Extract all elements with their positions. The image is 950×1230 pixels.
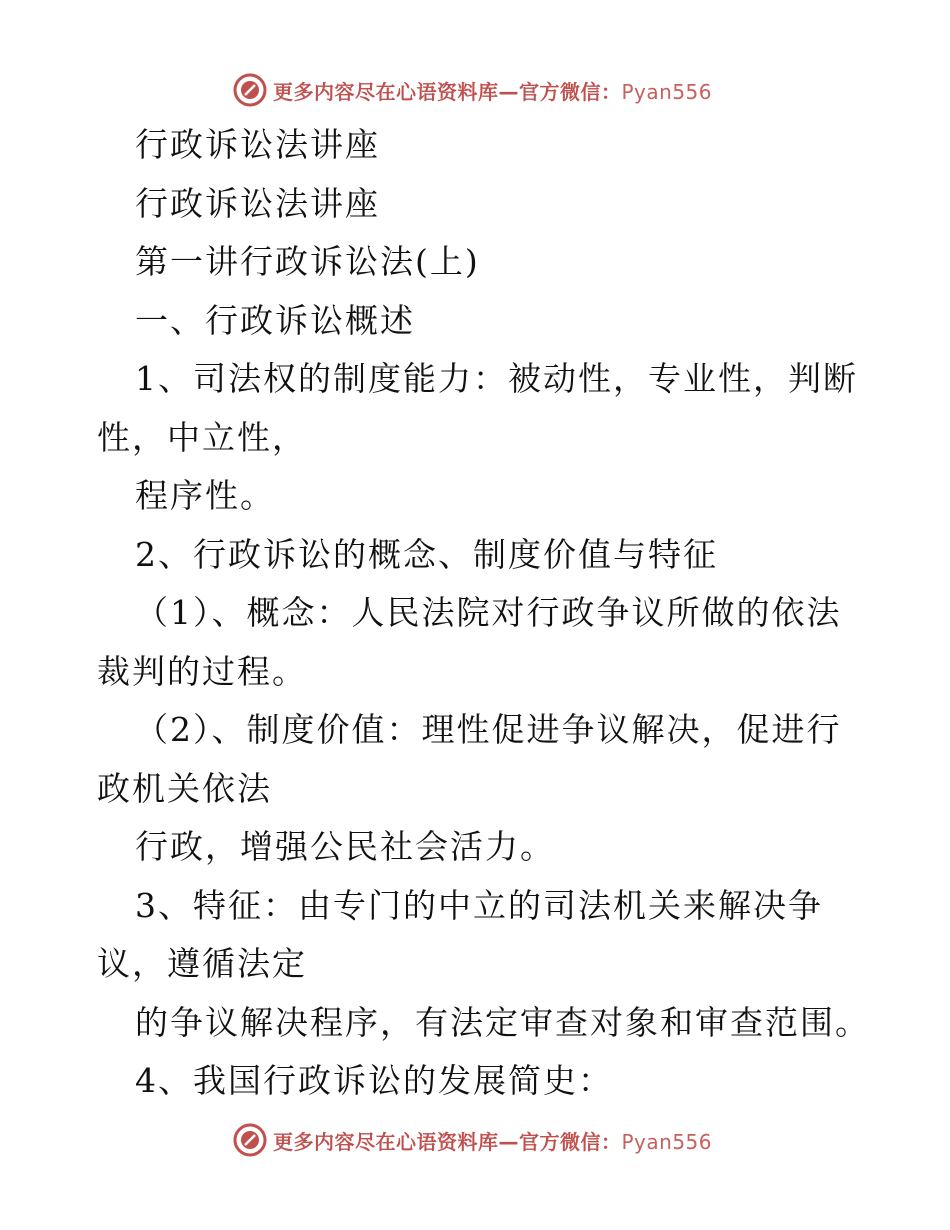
text-line: 4、我国行政诉讼的发展简史： (135, 1061, 613, 1100)
text-line: 裁判的过程。 (97, 651, 307, 691)
text-line: 1、司法权的制度能力：被动性，专业性，判断 (135, 359, 858, 398)
text-line: 政机关依法 (97, 768, 272, 808)
document-body (97, 116, 870, 1111)
text-line: 行政诉讼法讲座 (135, 183, 380, 223)
watermark-text: 更多内容尽在心语资料库—官方微信：Pyan556 (273, 1129, 713, 1154)
watermark-text: 更多内容尽在心语资料库—官方微信：Pyan556 (273, 79, 713, 104)
text-line: （2）、制度价值：理性促进争议解决，促进行 (135, 710, 842, 749)
text-line: 3、特征：由专门的中立的司法机关来解决争 (135, 885, 823, 925)
seal-logo-icon (233, 1123, 267, 1157)
text-line: 行政诉讼法讲座 (135, 125, 380, 164)
text-line: 第一讲行政诉讼法(上) (135, 242, 480, 281)
seal-logo-icon (233, 73, 267, 107)
text-line: 程序性。 (135, 476, 275, 515)
text-line: 议，遵循法定 (97, 944, 307, 983)
header-watermark (233, 72, 712, 108)
text-line: 的争议解决程序，有法定审查对象和审查范围。 (135, 1002, 870, 1042)
text-line: 行政，增强公民社会活力。 (135, 827, 555, 866)
footer-watermark (233, 1122, 712, 1158)
text-line: （1）、概念：人民法院对行政争议所做的依法 (135, 593, 842, 632)
text-line: 性，中立性， (97, 417, 307, 457)
text-line: 2、行政诉讼的概念、制度价值与特征 (135, 534, 718, 574)
text-line: 一、行政诉讼概述 (135, 300, 415, 340)
